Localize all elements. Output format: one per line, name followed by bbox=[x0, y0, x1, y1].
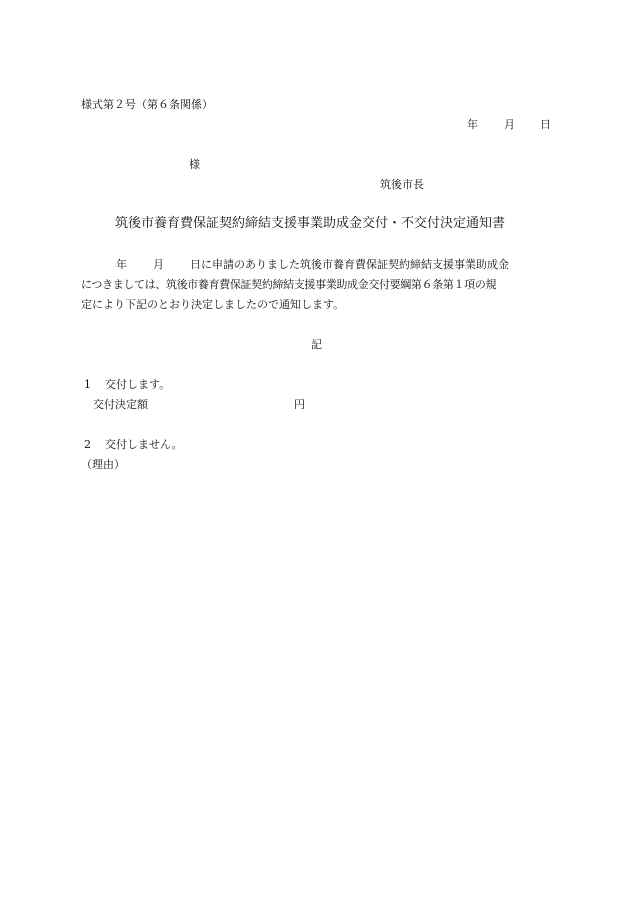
item1-number: 1 bbox=[84, 378, 91, 391]
body-month: 月 bbox=[153, 258, 164, 271]
body-year: 年 bbox=[116, 258, 127, 271]
date-year: 年 bbox=[467, 118, 478, 131]
sender-name: 筑後市長 bbox=[380, 178, 424, 191]
document-title: 筑後市養育費保証契約締結支援事業助成金交付・不交付決定通知書 bbox=[115, 216, 506, 231]
reason-label: （理由） bbox=[81, 458, 125, 471]
form-label: 様式第２号（第６条関係） bbox=[81, 98, 213, 111]
item2-number: 2 bbox=[84, 438, 91, 451]
body-line1: 日に申請のありました筑後市養育費保証契約締結支援事業助成金 bbox=[190, 258, 509, 271]
body-line3: 定により下記のとおり決定しましたので通知します。 bbox=[81, 298, 345, 311]
amount-unit: 円 bbox=[294, 398, 305, 411]
addressee-honorific: 様 bbox=[189, 158, 200, 171]
amount-label: 交付決定額 bbox=[93, 398, 148, 411]
item1-text: 交付します。 bbox=[105, 378, 171, 391]
date-day: 日 bbox=[540, 118, 551, 131]
item2-text: 交付しません。 bbox=[105, 438, 183, 451]
body-line2: につきましては、筑後市養育費保証契約締結支援事業助成金交付要綱第６条第１項の規 bbox=[81, 278, 497, 291]
date-month: 月 bbox=[504, 118, 515, 131]
ki-heading: 記 bbox=[311, 338, 322, 351]
